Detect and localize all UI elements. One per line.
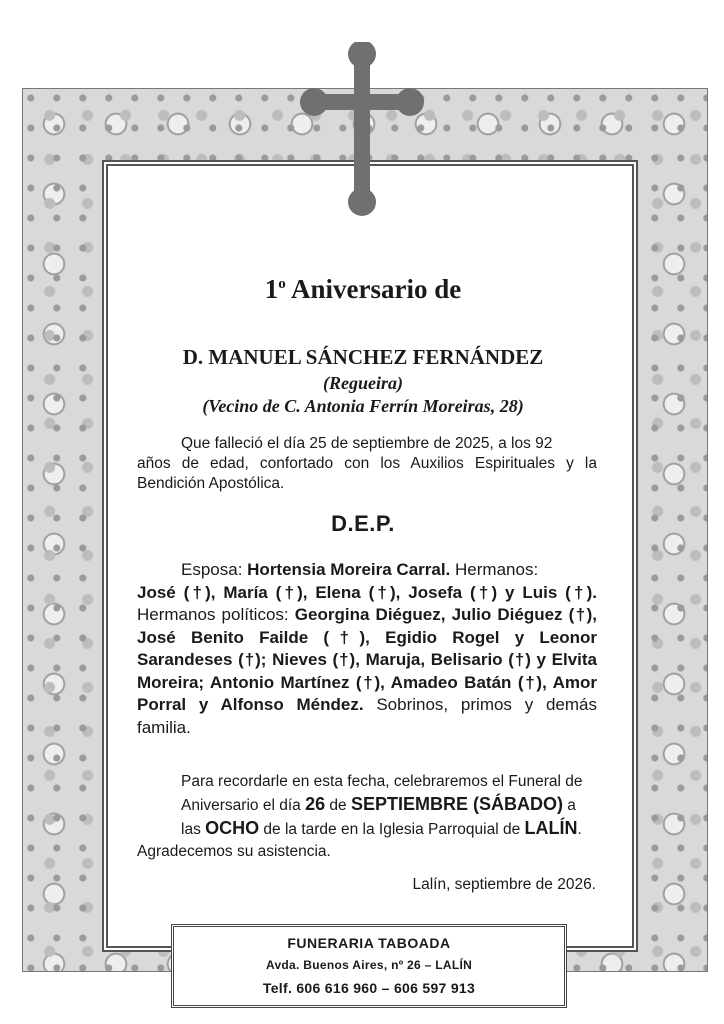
anniversary-heading — [130, 274, 596, 305]
death-notice — [137, 434, 597, 494]
funeral-place: LALÍN — [524, 818, 578, 838]
ordinal-number: 1 — [264, 274, 279, 304]
deceased-nickname: (Regueira) — [323, 373, 403, 393]
family-text-1: Esposa: — [181, 560, 248, 579]
funeral-home-address: Avda. Buenos Aires, nº 26 – LALÍN — [265, 958, 473, 972]
funeral-home-name: FUNERARIA TABOADA — [287, 935, 451, 951]
funeral-announcement — [137, 771, 597, 863]
family-text-3: Hermanos políticos: — [137, 605, 295, 624]
cross-icon — [300, 42, 424, 218]
funeral-home-phone: Telf. 606 616 960 – 606 597 913 — [262, 980, 476, 996]
family-text-4: Sobrinos, primos y demás familia. — [137, 695, 597, 737]
heading-text: Aniversario de — [285, 274, 462, 304]
death-line-1: Que falleció el día 25 de septiembre de 2025, a los 92 — [181, 435, 553, 452]
death-line-2: años de edad, confortado con los Auxilios Espirituales y la Bendición Apostólica. — [137, 455, 597, 492]
funeral-paragraph — [137, 771, 597, 841]
funeral-text-3: a las — [181, 797, 576, 838]
dep-heading: D.E.P. — [331, 511, 395, 536]
funeral-month-day: SEPTIEMBRE (SÁBADO) — [350, 794, 563, 814]
deceased-name: D. MANUEL SÁNCHEZ FERNÁNDEZ — [182, 345, 544, 369]
funeral-text-2: de — [325, 797, 351, 814]
funeral-text-1: Para recordarle en esta fecha, celebraremos el Funeral de Aniversario el día — [181, 773, 583, 814]
closing-date: Lalín, septiembre de 2026. — [412, 876, 596, 893]
funeral-text-4: de la tarde en la Iglesia Parroquial de — [259, 821, 525, 838]
family-spouse: Hortensia Moreira Carral. — [247, 560, 451, 579]
funeral-text-5: . — [577, 821, 582, 838]
family-text-2: Hermanos: — [450, 560, 539, 579]
ordinal-suffix: o — [278, 276, 286, 292]
funeral-thanks: Agradecemos su asistencia. — [137, 843, 331, 860]
deceased-address: (Vecino de C. Antonia Ferrín Moreiras, 28) — [202, 396, 524, 416]
funeral-hour: OCHO — [205, 818, 260, 838]
family-list — [137, 559, 597, 739]
family-siblings: José (†), María (†), Elena (†), Josefa (†) y Luis (†). — [137, 582, 597, 602]
funeral-home-box — [171, 924, 567, 1008]
funeral-day: 26 — [305, 794, 326, 814]
family-in-laws: Georgina Diéguez, Julio Diéguez (†), José Benito Failde (†), Egidio Rogel y Leonor Sarandeses (†); Nieves (†), Maruja, Belisario (†) y Elvita Moreira; Antonio Martínez (†), Amadeo Batán (†), Amor Porral y Alfonso Méndez. — [137, 605, 598, 714]
